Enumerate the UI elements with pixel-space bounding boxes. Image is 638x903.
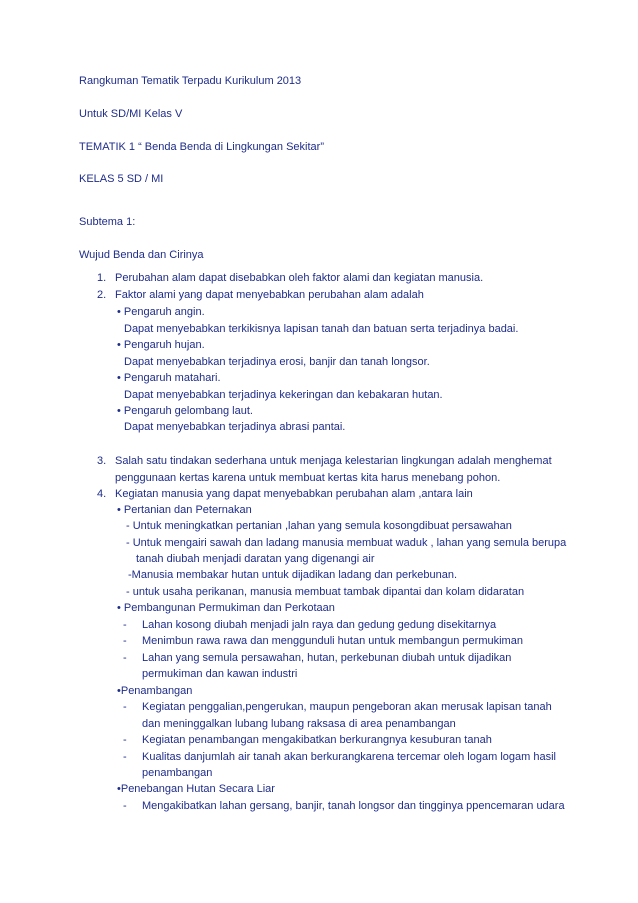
sub-point-continued: dan meninggalkan lubang lubang raksasa di area penambangan [142, 718, 456, 730]
dash-marker: - [123, 734, 127, 746]
sub-point: Kegiatan penggalian,pengerukan, maupun pengeboran akan merusak lapisan tanah [142, 701, 552, 713]
item-number: 3. [97, 455, 107, 467]
bullet-detail: Dapat menyebabkan terjadinya kekeringan dan kebakaran hutan. [124, 389, 443, 401]
item-number: 4. [97, 488, 107, 500]
subtema-label: Subtema 1: [79, 216, 136, 228]
sub-point: - untuk usaha perikanan, manusia membuat tambak dipantai dan kolam didaratan [126, 586, 525, 598]
item-number: 2. [97, 289, 107, 301]
item-number: 1. [97, 272, 107, 284]
sub-point: - Untuk meningkatkan pertanian ,lahan yang semula kosongdibuat persawahan [126, 520, 512, 532]
sub-point-continued: permukiman dan kawan industri [142, 668, 298, 680]
item-text: Kegiatan manusia yang dapat menyebabkan perubahan alam ,antara lain [115, 488, 473, 500]
doc-grade: KELAS 5 SD / MI [79, 173, 164, 185]
sub-point: Kegiatan penambangan mengakibatkan berkurangnya kesuburan tanah [142, 734, 492, 746]
dash-marker: - [123, 619, 127, 631]
bullet-heading: •Penambangan [117, 685, 193, 697]
dash-marker: - [123, 635, 127, 647]
dash-marker: - [123, 751, 127, 763]
bullet-heading: •Penebangan Hutan Secara Liar [117, 783, 275, 795]
sub-point: Lahan yang semula persawahan, hutan, perkebunan diubah untuk dijadikan [142, 652, 512, 664]
dash-marker: - [123, 652, 127, 664]
bullet-heading: • Pertanian dan Peternakan [117, 504, 252, 516]
dash-marker: - [123, 701, 127, 713]
doc-class: Untuk SD/MI Kelas V [79, 108, 183, 120]
bullet-heading: • Pembangunan Permukiman dan Perkotaan [117, 602, 335, 614]
bullet-heading: • Pengaruh matahari. [117, 372, 221, 384]
sub-point: -Manusia membakar hutan untuk dijadikan ladang dan perkebunan. [128, 569, 457, 581]
sub-point: Lahan kosong diubah menjadi jaln raya dan gedung gedung disekitarnya [142, 619, 497, 631]
bullet-detail: Dapat menyebabkan terkikisnya lapisan tanah dan batuan serta terjadinya badai. [124, 323, 519, 335]
bullet-heading: • Pengaruh gelombang laut. [117, 405, 253, 417]
doc-theme: TEMATIK 1 “ Benda Benda di Lingkungan Sekitar” [79, 141, 324, 153]
sub-point-continued: tanah diubah menjadi daratan yang digenangi air [136, 553, 375, 565]
item-text: Salah satu tindakan sederhana untuk menjaga kelestarian lingkungan adalah menghemat [115, 455, 552, 467]
sub-point-continued: penambangan [142, 767, 213, 779]
subtema-title: Wujud Benda dan Cirinya [79, 249, 204, 261]
bullet-heading: • Pengaruh angin. [117, 306, 205, 318]
bullet-detail: Dapat menyebabkan terjadinya abrasi pantai. [124, 421, 346, 433]
bullet-heading: • Pengaruh hujan. [117, 339, 205, 351]
doc-title: Rangkuman Tematik Terpadu Kurikulum 2013 [79, 75, 302, 87]
bullet-detail: Dapat menyebabkan terjadinya erosi, banjir dan tanah longsor. [124, 356, 430, 368]
dash-marker: - [123, 800, 127, 812]
sub-point: Menimbun rawa rawa dan menggunduli hutan untuk membangun permukiman [142, 635, 523, 647]
sub-point: - Untuk mengairi sawah dan ladang manusia membuat waduk , lahan yang semula berupa [126, 537, 567, 549]
item-text: Faktor alami yang dapat menyebabkan perubahan alam adalah [115, 289, 424, 301]
sub-point: Kualitas danjumlah air tanah akan berkurangkarena tercemar oleh logam logam hasil [142, 751, 556, 763]
item-text: Perubahan alam dapat disebabkan oleh faktor alami dan kegiatan manusia. [115, 272, 484, 284]
item-text-continued: penggunaan kertas karena untuk membuat kertas kita harus menebang pohon. [115, 472, 501, 484]
sub-point: Mengakibatkan lahan gersang, banjir, tanah longsor dan tingginya ppencemaran udara [142, 800, 565, 812]
